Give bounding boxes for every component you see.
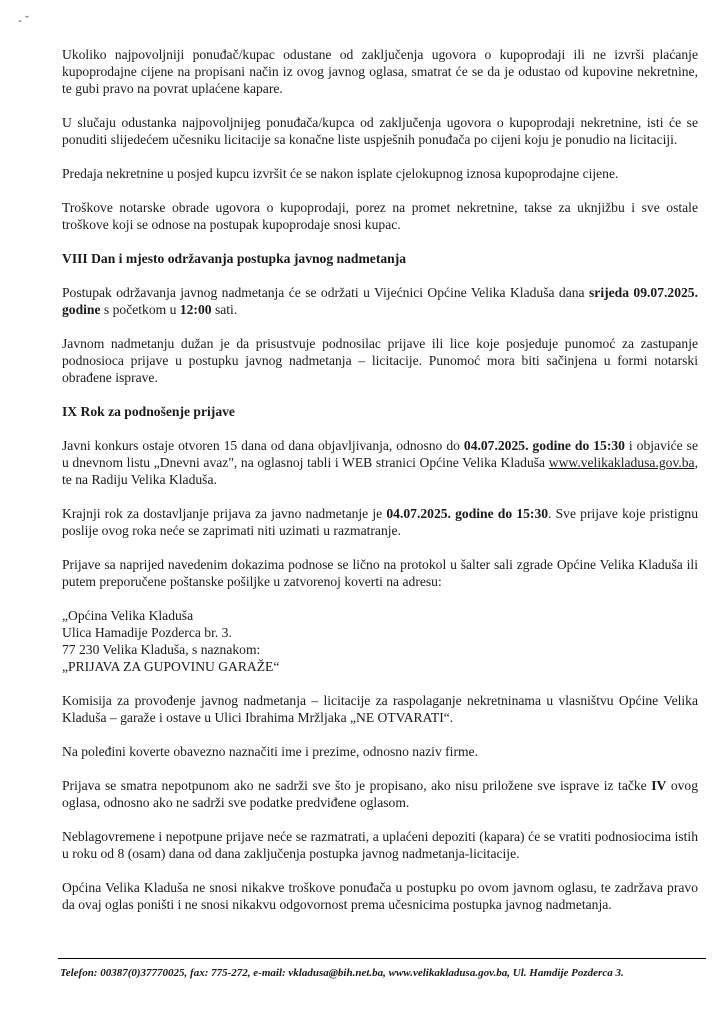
auction-date: srijeda 09.07.2025. godine <box>62 285 698 317</box>
paragraph-liability: Općina Velika Kladuša ne snosi nikakve troškove ponuđača u postupku po ovom javnom oglasu, te zadržava pravo da ovaj oglas poništi i ne snosi nikakvu odgovornost prema učesnicima postupka javnog nadmetanja. <box>62 880 698 912</box>
paragraph-submission: Prijave sa naprijed navedenim dokazima podnose se lično na protokol u šalter sali zgrade Općine Velika Kladuša ili putem preporučene poštanske pošiljke u zatvorenoj koverti na adresu: <box>62 557 698 589</box>
deadline-date: 04.07.2025. godine do 15:30 <box>463 438 625 453</box>
paragraph-attendance: Javnom nadmetanju dužan je da prisustvuje podnosilac prijave ili lice koje posjeduje punomoć za zastupanje podnosioca prijave u postupku javnog nadmetanja – licitacije. Punomoć mora biti sačinjena u formi notarski obrađene isprave. <box>62 336 698 385</box>
paragraph-next-bidder: U slučaju odustanka najpovoljnijeg ponuđača/kupca od zaključenja ugovora o kupoprodaji nekretnine, isti će se ponuditi slijedećem učesniku licitacije sa konačne liste uspješnih ponuđača po cijeni koju je ponudio na licitaciji. <box>62 115 698 147</box>
mailing-address <box>62 607 698 675</box>
footer-divider <box>58 958 706 959</box>
paragraph-costs: Troškove notarske obrade ugovora o kupoprodaji, porez na promet nekretnine, takse za uknjižbu i sve ostale troškove koji se odnose na postupak kupoprodaje snosi kupac. <box>62 200 698 232</box>
auction-time: 12:00 <box>179 302 212 317</box>
paragraph-late-applications: Neblagovremene i nepotpune prijave neće se razmatrati, a uplaćeni depoziti (kapara) će se vratiti podnosiocima istih u roku od 8 (osam) dana od dana zaključenja postupka javnog nadmetanja-licitacije. <box>62 829 698 861</box>
paragraph-commission: Komisija za provođenje javnog nadmetanja – licitacije za raspolaganje nekretninama u vlasništvu Općine Velika Kladuša – garaže i ostave u Ulici Ibrahima Mržljaka „NE OTVARATI“. <box>62 693 698 725</box>
final-deadline-date: 04.07.2025. godine do 15:30 <box>386 506 549 521</box>
document-body <box>62 46 698 913</box>
corner-mark: - ˇ <box>18 13 29 27</box>
section-9-heading: IX Rok za podnošenje prijave <box>62 404 235 419</box>
footer-contact: Telefon: 00387(0)37770025, fax: 775-272, e-mail: vkladusa@bih.net.ba, www.velikakladusa.gov.ba, Ul. Hamdije Pozderca 3. <box>60 967 624 979</box>
paragraph-auction-date: Postupak održavanja javnog nadmetanja će se održati u Vijećnici Općine Velika Kladuša dana srijeda 09.07.2025. godine s početkom u 12:00 sati. <box>62 285 698 317</box>
paragraph-open-period: Javni konkurs ostaje otvoren 15 dana od dana objavljivanja, odnosno do 04.07.2025. godine do 15:30 i objaviće se u dnevnom listu „Dnevni avaz", na oglasnoj tabli i WEB stranici Općine Velika Kladuša www.velikakladusa.gov.ba, te na Radiju Velika Kladuša. <box>62 438 698 487</box>
website-link[interactable]: www.velikakladusa.gov.ba <box>548 455 695 470</box>
address-line: Ulica Hamadije Pozderca br. 3. <box>62 625 232 640</box>
address-line: „PRIJAVA ZA GUPOVINU GARAŽE“ <box>62 659 280 674</box>
address-line: „Općina Velika Kladuša <box>62 608 194 623</box>
paragraph-handover: Predaja nekretnine u posjed kupcu izvršit će se nakon isplate cjelokupnog iznosa kupoprodajne cijene. <box>62 166 619 181</box>
paragraph-envelope-back: Na poleđini koverte obavezno naznačiti ime i prezime, odnosno naziv firme. <box>62 744 478 759</box>
paragraph-incomplete: Prijava se smatra nepotpunom ako ne sadrži sve što je propisano, ako nisu priložene sve isprave iz tačke IV ovog oglasa, odnosno ako ne sadrži sve podatke predviđene oglasom. <box>62 778 699 810</box>
paragraph-withdrawal: Ukoliko najpovoljniji ponuđač/kupac odustane od zaključenja ugovora o kupoprodaji ili ne izvrši plaćanje kupoprodajne cijene na propisani način iz ovog javnog oglasa, smatrat će se da je odustao od kupovine nekretnine, te gubi pravo na povrat uplaćene kapare. <box>62 47 698 96</box>
section-8-heading: VIII Dan i mjesto održavanja postupka javnog nadmetanja <box>62 251 407 266</box>
paragraph-deadline: Krajnji rok za dostavljanje prijava za javno nadmetanje je 04.07.2025. godine do 15:30. Sve prijave koje pristignu poslije ovog roka neće se zaprimati niti uzimati u razmatranje. <box>62 506 698 538</box>
address-line: 77 230 Velika Kladuša, s naznakom: <box>62 642 261 657</box>
